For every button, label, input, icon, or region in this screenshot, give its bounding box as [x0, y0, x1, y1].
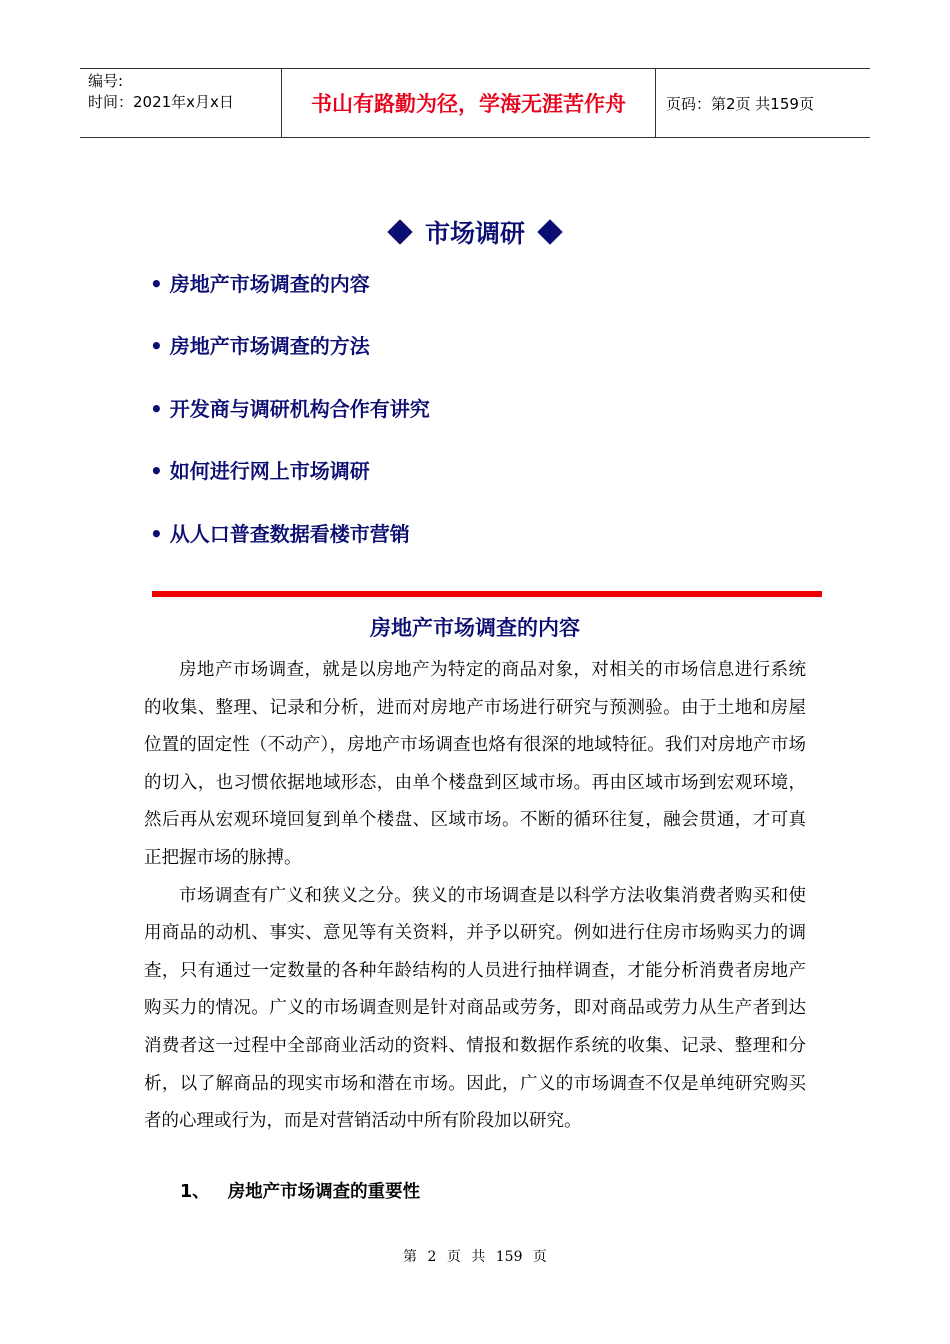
diamond-right-icon — [537, 219, 562, 244]
header-meta — [80, 69, 282, 137]
topic-list — [150, 268, 430, 580]
page-title-row — [0, 214, 950, 250]
topic-item: • 开发商与调研机构合作有讲究 — [150, 396, 430, 421]
document-number-label: 编号: — [88, 72, 124, 90]
page-header — [80, 68, 870, 138]
paragraph: 房地产市场调查，就是以房地产为特定的商品对象，对相关的市场信息进行系统的收集、整理、记录和分析，进而对房地产市场进行研究与预测验。由于土地和房屋位置的固定性（不动产），房地产市场调查也烙有很深的地域特征。我们对房地产市场的切入，也习惯依据地域形态，由单个楼盘到区域市场。再由区域市场到宏观环境，然后再从宏观环境回复到单个楼盘、区域市场。不断的循环往复，融会贯通，才可真正把握市场的脉搏。 — [144, 660, 806, 868]
divider-bar — [152, 591, 822, 597]
document-date: 时间：2021年x月x日 — [88, 93, 234, 111]
paragraph: 市场调查有广义和狭义之分。狭义的市场调查是以科学方法收集消费者购买和使用商品的动机、事实、意见等有关资料，并予以研究。例如进行住房市场购买力的调查，只有通过一定数量的各种年龄结构的人员进行抽样调查，才能分析消费者房地产购买力的情况。广义的市场调查则是针对商品或劳务，即对商品或劳力从生产者到达消费者这一过程中全部商业活动的资料、情报和数据作系统的收集、记录、整理和分析，以了解商品的现实市场和潜在市场。因此，广义的市场调查不仅是单纯研究购买者的心理或行为，而是对营销活动中所有阶段加以研究。 — [144, 885, 806, 1132]
diamond-left-icon — [387, 219, 412, 244]
body-text — [144, 652, 806, 1141]
topic-item: • 房地产市场调查的方法 — [150, 334, 370, 359]
sub-heading-number: 1、 — [180, 1182, 210, 1202]
topic-item: • 从人口普查数据看楼市营销 — [150, 521, 410, 546]
sub-heading-text: 房地产市场调查的重要性 — [227, 1182, 421, 1202]
section-title: 房地产市场调查的内容 — [370, 615, 580, 640]
page-title: 市场调研 — [424, 219, 525, 248]
topic-item: • 如何进行网上市场调研 — [150, 459, 370, 484]
page-footer: 第 2 页 共 159 页 — [403, 1249, 547, 1265]
topic-item: • 房地产市场调查的内容 — [150, 272, 370, 296]
sub-heading — [180, 1178, 420, 1203]
header-page-info: 页码：第2页 共159页 — [666, 94, 814, 113]
header-motto: 书山有路勤为径，学海无涯苦作舟 — [282, 69, 656, 137]
